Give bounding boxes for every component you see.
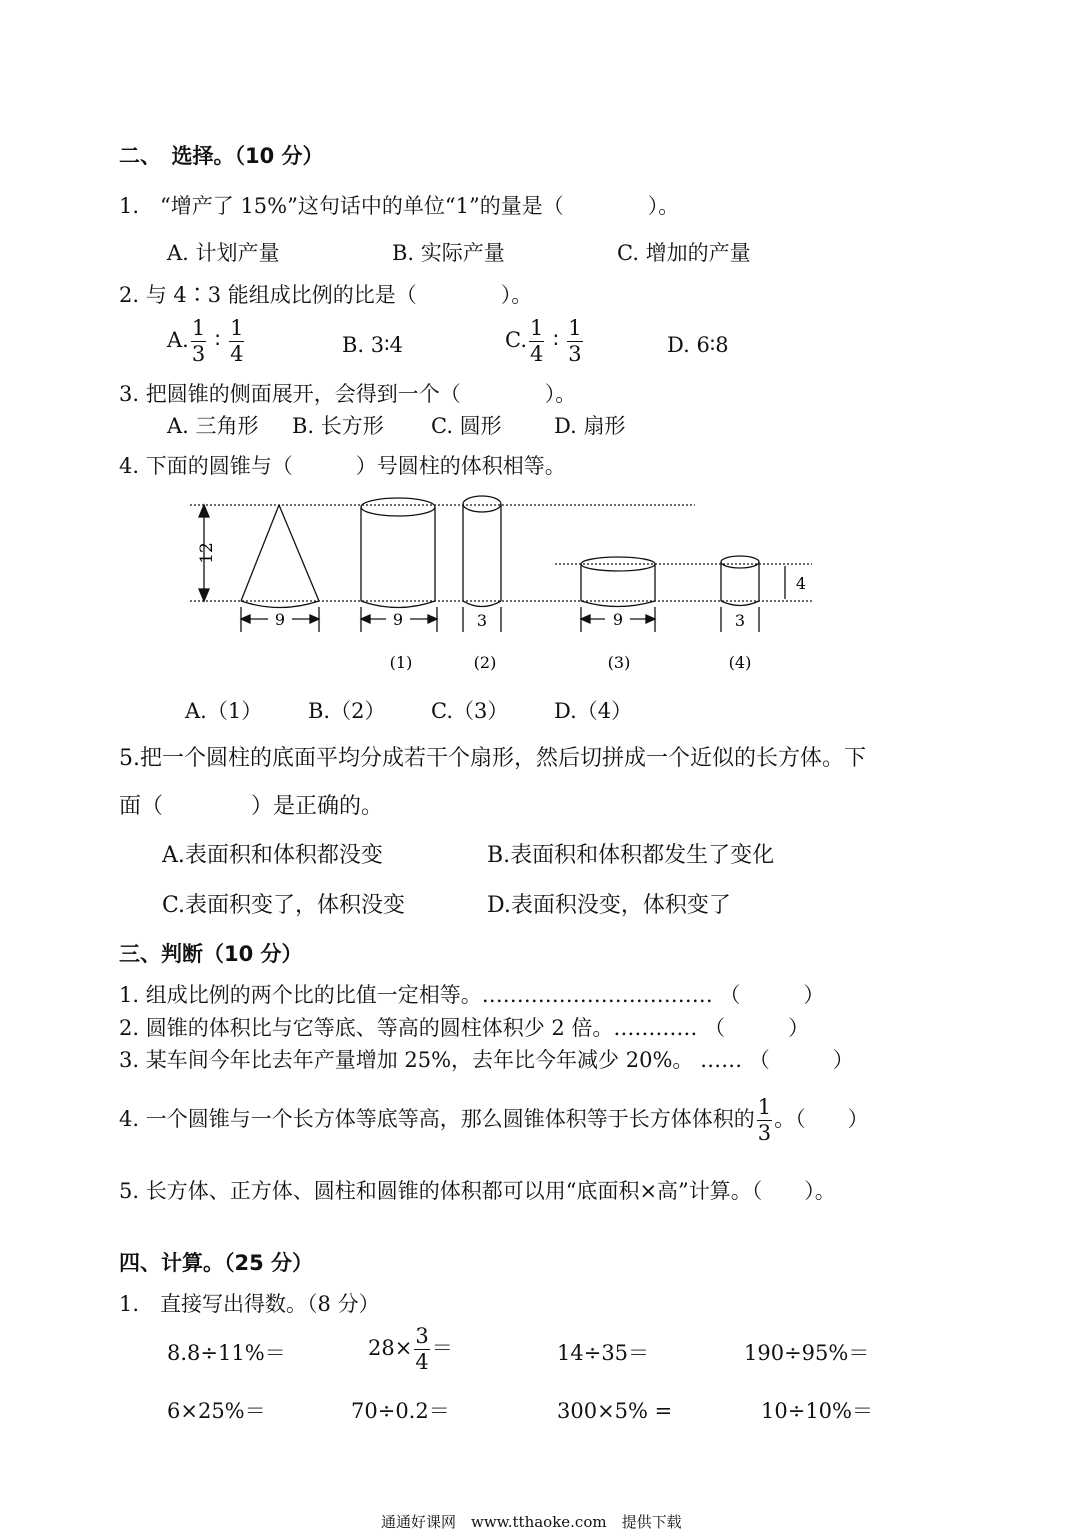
question-5-stem-line2: 面（ ）是正确的。 xyxy=(119,794,384,819)
cylinder-3-width-label: 9 xyxy=(612,610,624,629)
calc-1d: 190÷95%＝ xyxy=(744,1341,870,1365)
judge-item-4: 4. 一个圆锥与一个长方体等底等高，那么圆锥体积等于长方体体积的 $\frac{1}{3}$ 。（ ） xyxy=(119,1095,869,1145)
arrow-up-icon xyxy=(199,505,209,517)
q4-option-a: A.（1） xyxy=(185,699,263,723)
q5-option-c: C.表面积变了，体积没变 xyxy=(162,893,406,918)
figure-label-1: (1) xyxy=(389,653,413,672)
q3-option-c: C. 圆形 xyxy=(431,414,502,438)
footer-source: 通通好课网 www.tthaoke.com 提供下载 xyxy=(381,1513,682,1531)
q3-option-a: A. 三角形 xyxy=(167,414,259,438)
volume-figure xyxy=(180,490,830,680)
arrow-down-icon xyxy=(199,589,209,601)
figure-label-3: (3) xyxy=(607,653,631,672)
height-4-label: 4 xyxy=(795,574,807,593)
cylinder-1-width-label: 9 xyxy=(392,610,404,629)
height-12-label: 12 xyxy=(197,542,217,564)
q4-option-d: D.（4） xyxy=(554,699,633,723)
question-2-stem: 2. 与 4∶3 能组成比例的比是（ ）。 xyxy=(119,283,533,307)
figure-label-4: (4) xyxy=(728,653,752,672)
section-3-title: 三、判断（10 分） xyxy=(119,942,303,966)
calc-2a: 6×25%＝ xyxy=(167,1399,266,1423)
figure-label-2: (2) xyxy=(473,653,497,672)
question-5-stem-line1: 5.把一个圆柱的底面平均分成若干个扇形，然后切拼成一个近似的长方体。下 xyxy=(119,746,866,771)
judge-item-5: 5. 长方体、正方体、圆柱和圆锥的体积都可以用“底面积×高”计算。（ ）。 xyxy=(119,1179,836,1203)
q1-option-c: C. 增加的产量 xyxy=(617,241,751,265)
q5-option-d: D.表面积没变，体积变了 xyxy=(487,893,731,918)
judge-item-1: 1. 组成比例的两个比的比值一定相等。…………………………… （ ） xyxy=(119,983,825,1007)
judge-item-2: 2. 圆锥的体积比与它等底、等高的圆柱体积少 2 倍。………… （ ） xyxy=(119,1016,810,1040)
calc-1a: 8.8÷11%＝ xyxy=(167,1341,286,1365)
q2-option-b: B. 3∶4 xyxy=(342,333,403,357)
cylinder-2-shape xyxy=(463,496,501,607)
q2-option-a: A. $\frac{1}{3}$ ∶ $\frac{1}{4}$ xyxy=(167,316,244,366)
section-4-title: 四、计算。（25 分） xyxy=(119,1251,314,1275)
q3-option-d: D. 扇形 xyxy=(554,414,626,438)
q1-option-a: A. 计划产量 xyxy=(167,241,280,265)
q1-option-b: B. 实际产量 xyxy=(392,241,505,265)
q2-option-c: C. $\frac{1}{4}$ ∶ $\frac{1}{3}$ xyxy=(505,316,582,366)
calc-2d: 10÷10%＝ xyxy=(761,1399,873,1423)
section-2-title: 二、 选择。（10 分） xyxy=(119,144,324,168)
cone-width-label: 9 xyxy=(274,610,286,629)
cylinder-4-width-label: 3 xyxy=(734,611,746,630)
question-1-stem: 1. “增产了 15%”这句话中的单位“1”的量是（ ）。 xyxy=(119,194,680,218)
cylinder-1-shape xyxy=(361,498,435,608)
judge-item-3: 3. 某车间今年比去年产量增加 25%，去年比今年减少 20%。 …… （ ） xyxy=(119,1048,854,1072)
q5-option-a: A.表面积和体积都没变 xyxy=(162,843,383,868)
calc-1c: 14÷35＝ xyxy=(557,1341,650,1365)
q4-option-b: B.（2） xyxy=(308,699,386,723)
q4-option-c: C.（3） xyxy=(431,699,509,723)
calc-1b: 28× $\frac{3}{4}$ ＝ xyxy=(368,1324,453,1374)
cylinder-2-width-label: 3 xyxy=(476,611,488,630)
question-3-stem: 3. 把圆锥的侧面展开，会得到一个（ ）。 xyxy=(119,382,577,406)
q3-option-b: B. 长方形 xyxy=(292,414,384,438)
calc-2b: 70÷0.2＝ xyxy=(351,1399,450,1423)
cone-shape xyxy=(241,505,319,608)
calc-2c: 300×5% = xyxy=(557,1399,673,1423)
q5-option-b: B.表面积和体积都发生了变化 xyxy=(487,843,775,868)
calc-q1-stem: 1. 直接写出得数。（8 分） xyxy=(119,1292,380,1316)
question-4-stem: 4. 下面的圆锥与（ ）号圆柱的体积相等。 xyxy=(119,454,566,478)
q2-option-d: D. 6∶8 xyxy=(667,333,729,357)
